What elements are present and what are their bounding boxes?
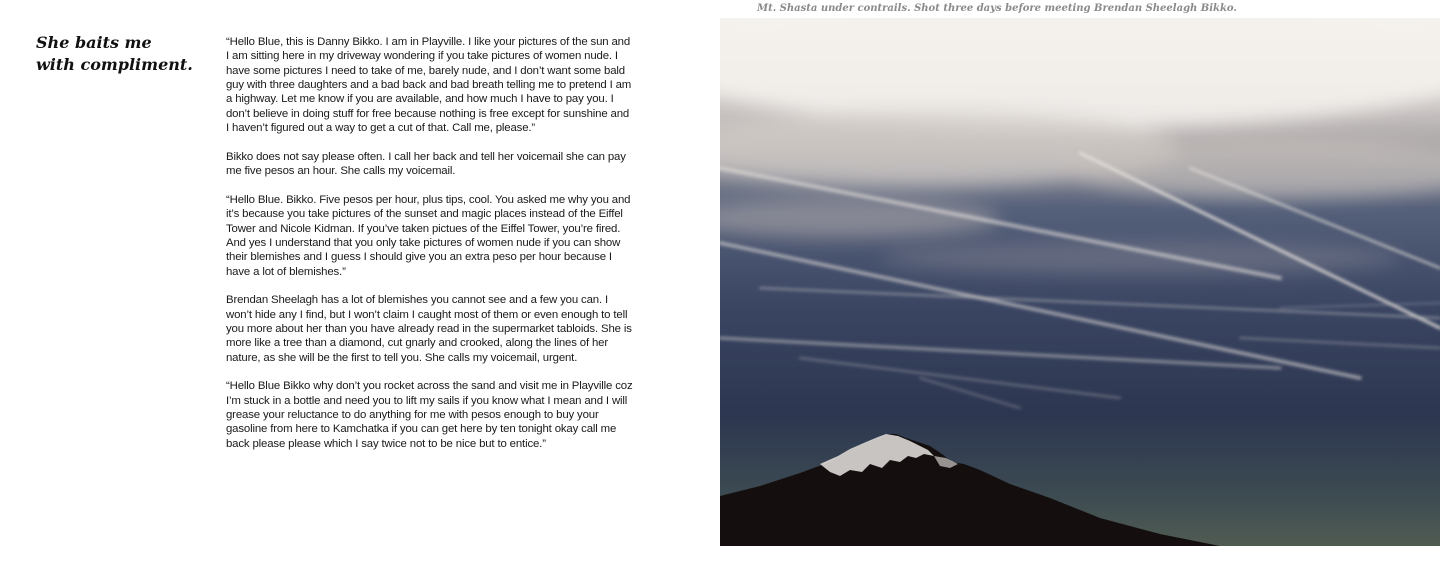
paragraph-voicemail-1: “Hello Blue, this is Danny Bikko. I am in Playville. I like your pictures of the sun and I am sitting here in my driveway wondering if you take pictures of women nude. I have some pictures I need to take of me, barely nude, and I don’t want some bald guy with three daughters and a bad back and bad breath telling me to pretend I am a highway. Let me know if you are available, and how much I have to pay you. I don’t believe in doing stuff for free because nothing is free except for sunshine and I haven’t figured out a way to get a cut of that. Call me, please.” [226,36,632,135]
section-heading [36,32,216,76]
heading-line-1: She baits me [36,33,152,52]
paragraph-voicemail-2: “Hello Blue. Bikko. Five pesos per hour, plus tips, cool. You asked me why you and it’s because you take pictures of the sunset and magic places instead of the Eiffel Tower and Nicole Kidman. If you’ve taken pictues of the Eiffel Tower, you’re fired. And yes I understand that you only take pictures of women nude if you can show their blemishes and I guess I should give you an extra peso per hour because I have a lot of blemishes.” [226,193,631,278]
body-text [226,35,634,466]
paragraph-voicemail-3: “Hello Blue Bikko why don’t you rocket across the sand and visit me in Playville coz I’m stuck in a bottle and need you to lift my sails if you know what I mean and I will grease your reluctance to do anything for me with pesos enough to buy your gasoline from here to Kamchatka if you can get here by ten tonight okay call me back please please which I say twice not to be nice but to entice.” [226,380,633,450]
mount-shasta-photo [720,18,1440,546]
photo-illustration [720,18,1440,546]
photo-caption: Mt. Shasta under contrails. Shot three days before meeting Brendan Sheelagh Bikko. [757,3,1237,14]
paragraph-narration-1: Bikko does not say please often. I call her back and tell her voicemail she can pay me five pesos an hour. She calls my voicemail. [226,150,626,178]
heading-line-2: with compliment. [36,55,193,74]
paragraph-narration-2: Brendan Sheelagh has a lot of blemishes you cannot see and a few you can. I won’t hide any I find, but I won’t claim I caught most of them or even enough to tell you more about her than you have already read in the supermarket tabloids. She is more like a tree than a diamond, cut gnarly and crooked, along the lines of her nature, as she will be the first to tell you. She calls my voicemail, urgent. [226,294,632,364]
